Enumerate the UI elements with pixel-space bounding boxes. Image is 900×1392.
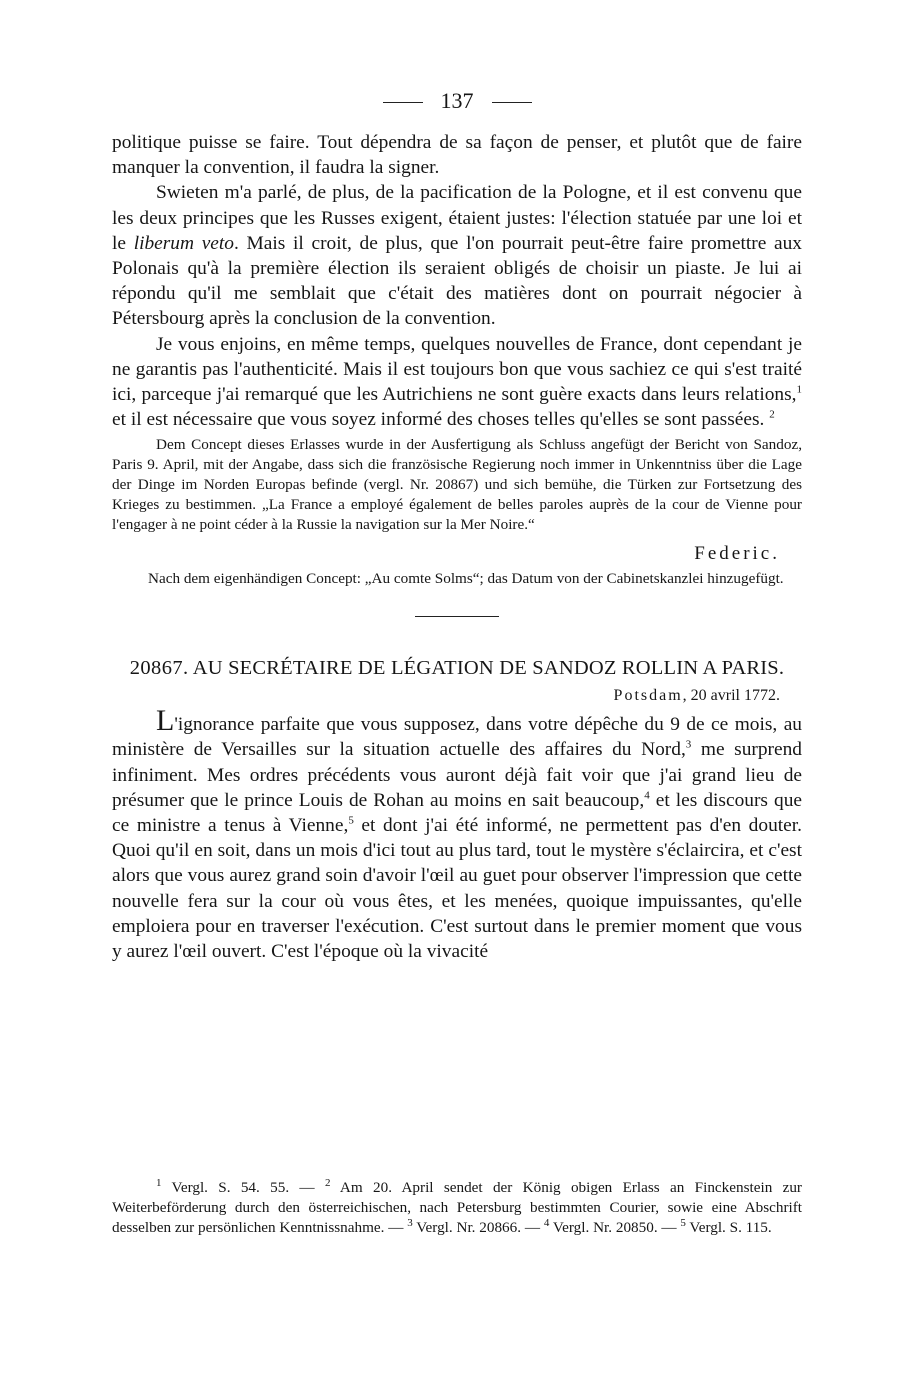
footnote-ref[interactable]: 1 [796,383,802,396]
signature: Federic. [694,543,780,565]
footnote-body: Vergl. Nr. 20866. — [412,1219,544,1236]
source-note: Nach dem eigenhändigen Concept: „Au comte Solms“; das Datum von der Cabinetskanzlei hinzugefügt. [148,570,784,588]
paragraph-swieten [112,180,802,331]
paragraph-news-france [112,332,802,433]
paragraph-text: Je vous enjoins, en même temps, quelques nouvelles de France, dont cependant je ne garantis pas l'authenticité. Mais il est toujours bon que vous sachiez ce qui s'est traité ici, parceque j'ai remarqué que les Autrichiens ne sont guère exacts dans leurs relations, [112,333,802,406]
footnote-ref[interactable]: 5 [348,814,354,827]
document-number: 20867. [129,657,189,680]
section-separator [415,616,499,617]
letter-body [112,704,802,964]
letter-text: et les discours que ce ministre a tenus à Vienne, [112,789,802,837]
latin-term: liberum veto [133,232,234,254]
dateline [112,685,802,707]
footnote-body: Vergl. S. 54. 55. — [161,1179,325,1196]
footnote-marker: 3 [407,1216,413,1229]
header-rule-left [383,102,423,103]
page-body [112,130,802,964]
footnote-marker: 5 [680,1216,686,1229]
footnote-text [112,1178,802,1238]
editor-note-text: Dem Concept dieses Erlasses wurde in der Ausfertigung als Schluss angefügt der Bericht von Sandoz, Paris 9. April, mit der Angabe, dass sich die französische Regierung noch immer in Unkenntniss über die Lage der Dinge im Norden Europas befinde (vergl. Nr. 20867) und sich bemühe, die Türken zur Fortsetzung des Krieges zu bestimmen. „La France a employé également de belles paroles auprès de la cour de Vienne pour l'engager à ne point céder à la Russie la navigation sur la Mer Noire.“ [112,436,802,533]
dateline-date: , 20 avril 1772. [682,687,780,705]
footnote-marker: 4 [543,1216,550,1229]
page-number: 137 [440,88,474,113]
header-rule-right [492,102,532,103]
dropcap: L [156,704,175,738]
dateline-place: Potsdam [613,687,683,705]
footnote-body: Am 20. April sendet der König obigen Erlass an Finckenstein zur Weiterbeförderung durch den österreichischen, nach Petersburg bestimmten Courier, sowie eine Abschrift desselben zur persönlichen Kenntnissnahme. — [112,1179,802,1236]
document-heading [112,655,802,681]
letter-text: 'ignorance parfaite que vous supposez, dans votre dépêche du 9 de ce mois, au ministère de Versailles sur la situation actuelle des affaires du Nord, [112,714,802,761]
letter-text: me surprend infiniment. Mes ordres précédents vous auront déjà fait voir que j'ai grand lieu de présumer que le prince Louis de Rohan au moins en sait beaucoup, [112,739,802,811]
footnote-ref[interactable]: 3 [685,738,692,751]
footnote-marker: 1 [156,1176,162,1189]
footnote-body: Vergl. Nr. 20850. — [549,1219,681,1236]
paragraph-text: et il est nécessaire que vous soyez informé des choses telles qu'elles se sont passées. [112,409,765,431]
page-header [112,86,802,116]
paragraph-text: politique puisse se faire. Tout dépendra de sa façon de penser, et plutôt que de faire manquer la convention, il faudra la signer. [112,132,802,179]
paragraph-text: Swieten m'a parlé, de plus, de la pacification de la Pologne, et il est convenu que les deux principes que les Russes exigent, étaient justes: l'élection statuée par une loi et le [112,182,802,254]
editor-note [112,435,802,534]
paragraph-continuation [112,130,802,180]
footnotes [112,1178,802,1238]
letter-text: et dont j'ai été informé, ne permettent pas d'en douter. Quoi qu'il en soit, dans un mois d'ici tout au plus tard, tout le mystère s'éclaircira, et c'est alors que vous aurez grand soin d'avoir l'œil au guet pour observer l'impression que cette nouvelle fera sur la cour où vous êtes, et les menées, quoique impuissantes, qu'elle emploiera pour en traverser l'exécution. C'est surtout dans le premier moment que vous y aurez l'œil ouvert. C'est l'époque où la vivacité [112,815,802,963]
document-title: AU SECRÉTAIRE DE LÉGATION DE SANDOZ ROLLIN A PARIS. [192,657,785,680]
footnote-marker: 2 [324,1176,331,1189]
footnote-ref[interactable]: 2 [769,408,775,421]
letter-paragraph [112,704,802,964]
footnote-ref[interactable]: 4 [644,789,650,802]
paragraph-text: . Mais il croit, de plus, que l'on pourrait peut-être faire promettre aux Polonais qu'à la première élection ils seraient obligés de choisir un piaste. Je lui ai répondu qu'il me semblait que c'était des matières dont on pourrait négocier à Pétersbourg après la conclusion de la convention. [112,232,802,330]
footnote-body: Vergl. S. 115. [685,1219,772,1236]
